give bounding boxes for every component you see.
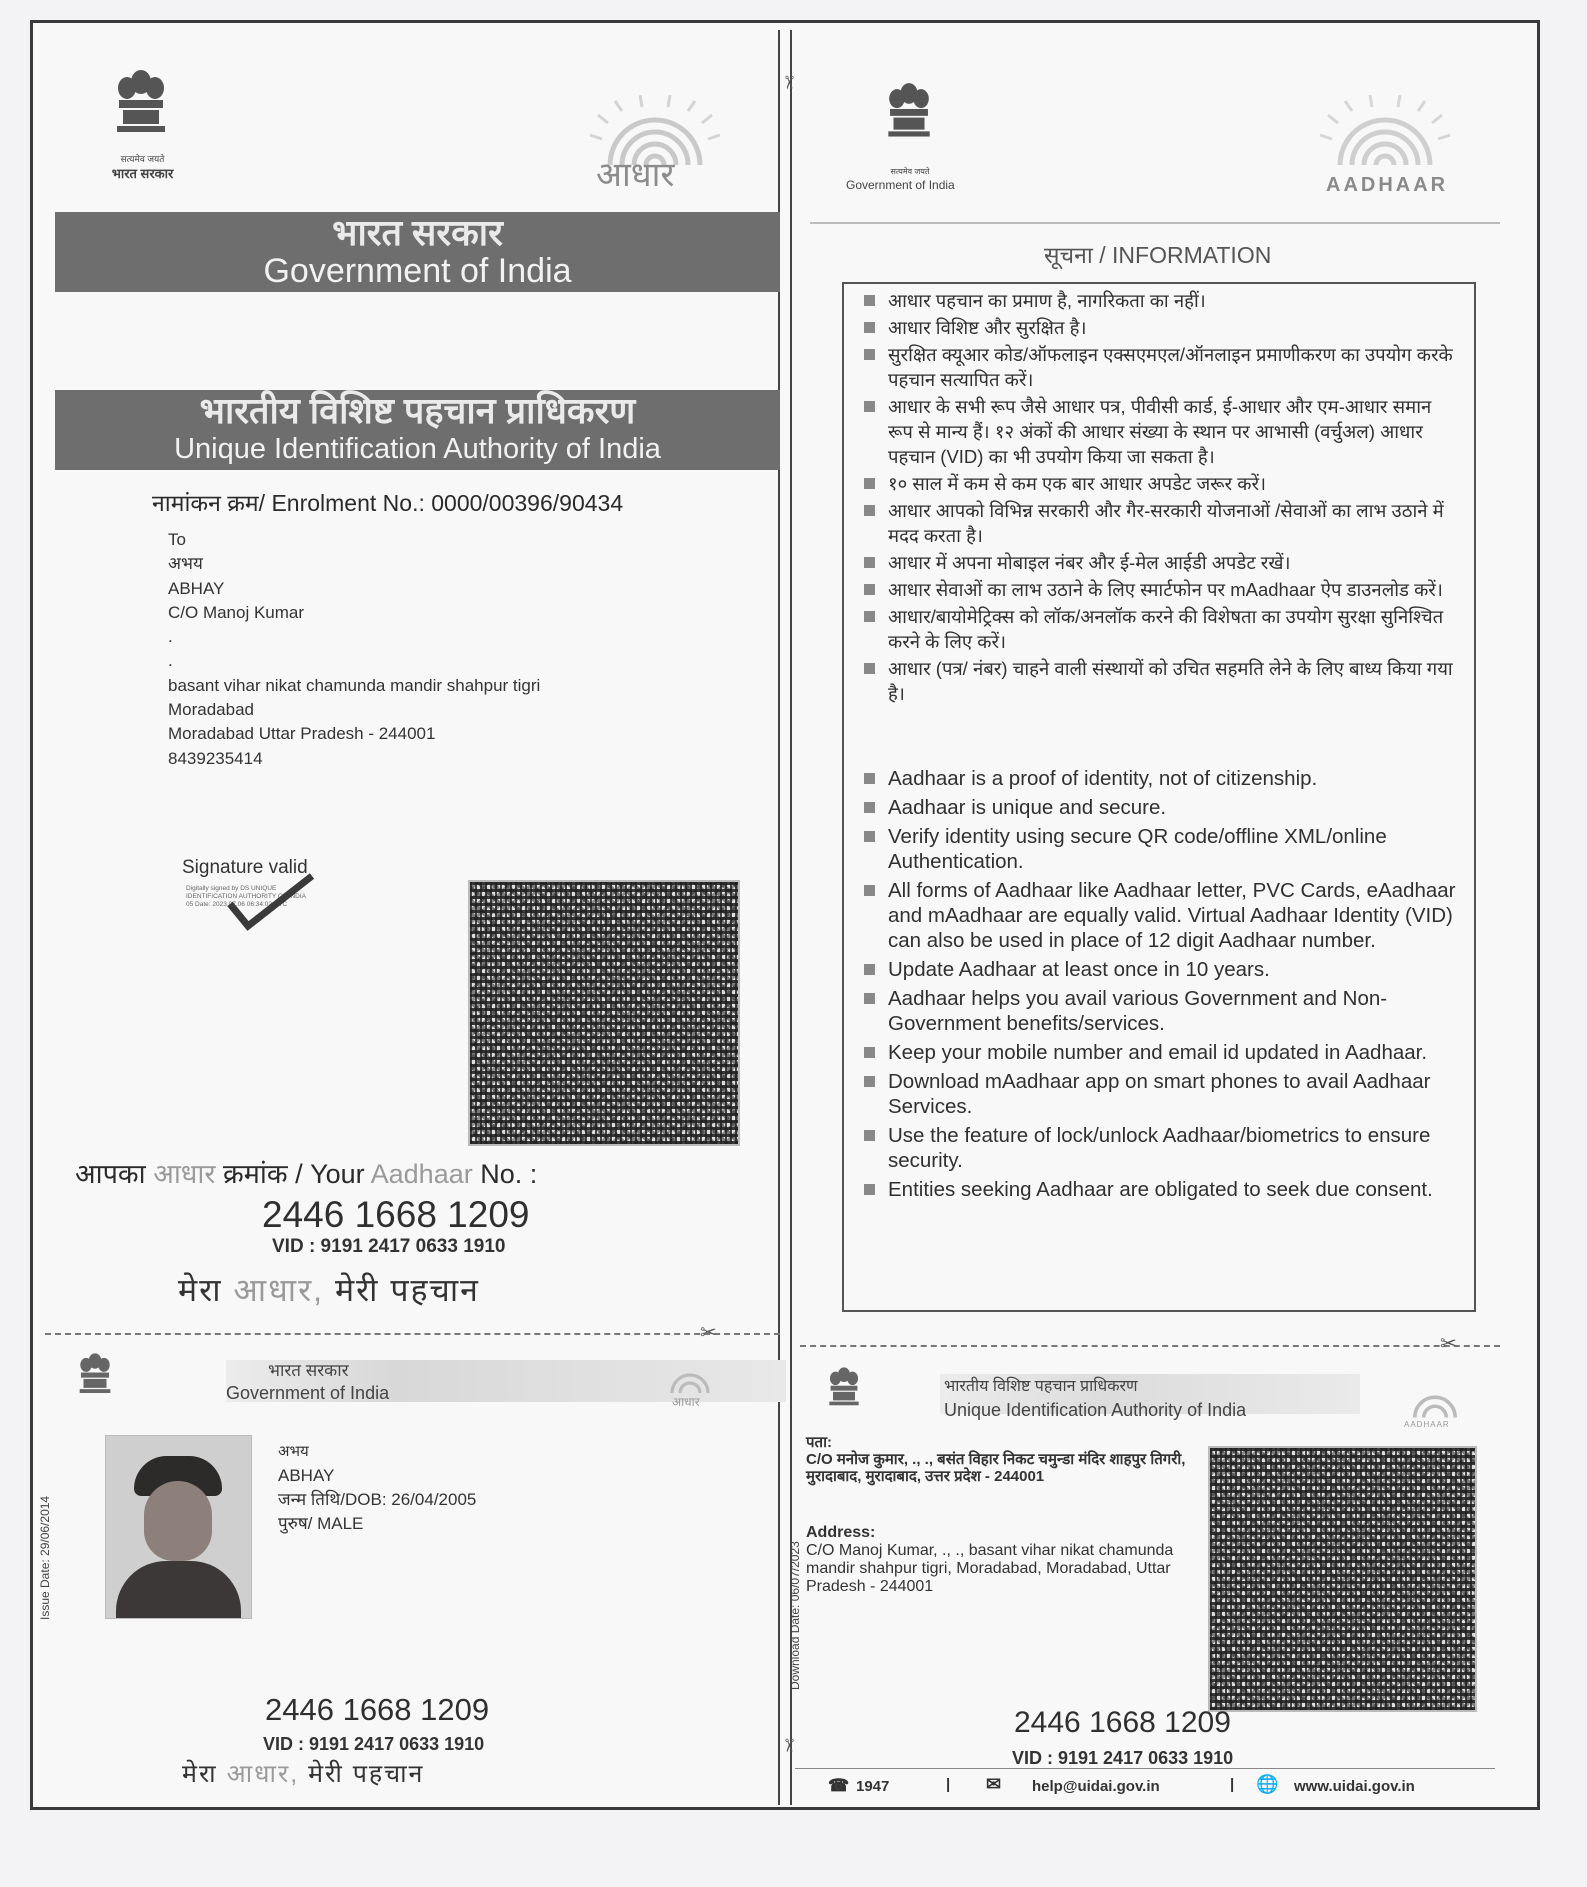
bullet-icon: [864, 505, 875, 516]
bullet-icon: [864, 1130, 875, 1141]
address-english: C/O Manoj Kumar, ., ., basant vihar nikat chamunda mandir shahpur tigri, Moradabad, Moradabad, Uttar Pradesh - 244001: [806, 1542, 1174, 1595]
list-item-text: आधार/बायोमेट्रिक्स को लॉक/अनलॉक करने की विशेषता का उपयोग सुरक्षा सुनिश्चित करने के लिए करें।: [888, 606, 1444, 652]
band-uidai-hindi: भारतीय विशिष्ट पहचान प्राधिकरण: [199, 390, 636, 431]
bullet-icon: [864, 401, 875, 412]
card-vid: VID : 9191 2417 0633 1910: [1012, 1748, 1234, 1768]
list-item: [862, 394, 1460, 469]
footer-website[interactable]: www.uidai.gov.in: [1294, 1778, 1415, 1795]
name-english: ABHAY: [278, 1466, 335, 1485]
hindi-info-list: [862, 288, 1460, 708]
list-item: [862, 315, 1460, 340]
address-line: basant vihar nikat chamunda mandir shahpur tigri: [168, 675, 541, 695]
list-item-text: All forms of Aadhaar like Aadhaar letter, PVC Cards, eAadhaar and mAadhaar are equally valid. Virtual Aadhaar Identity (VID) can also be used in place of 12 digit Aadhaar number.: [888, 879, 1456, 952]
card-aadhaar-number: 2446 1668 1209: [1014, 1706, 1231, 1739]
aadhaar-logo-text: AADHAAR: [1404, 1420, 1450, 1429]
bullet-icon: [864, 831, 875, 842]
card-vid: VID : 9191 2417 0633 1910: [263, 1734, 485, 1754]
emblem-motto: सत्यमेव जयते: [890, 167, 930, 176]
bullet-icon: [864, 1184, 875, 1195]
signature-title: Signature valid: [182, 857, 308, 878]
address-hindi-block: [806, 1434, 1196, 1485]
checkmark-icon: [226, 872, 316, 932]
card-tagline: [182, 1756, 424, 1790]
aadhaar-logo-icon: [1400, 1386, 1470, 1422]
card-header-english: Government of India: [226, 1383, 390, 1403]
bullet-icon: [864, 295, 875, 306]
list-item: [862, 1177, 1460, 1202]
list-item-text: आधार आपको विभिन्न सरकारी और गैर-सरकारी योजनाओं /सेवाओं का लाभ उठाने में मदद करता है।: [888, 500, 1444, 546]
list-item-text: Download mAadhaar app on smart phones to avail Aadhaar Services.: [888, 1070, 1431, 1118]
enrolment-label: नामांकन क्रम/ Enrolment No.:: [152, 490, 425, 516]
photo-body: [116, 1561, 241, 1618]
list-item-text: सुरक्षित क्यूआर कोड/ऑफलाइन एक्सएमएल/ऑनलाइन प्रमाणीकरण का उपयोग करके पहचान सत्यापित करें।: [888, 344, 1453, 390]
emblem-caption: Government of India: [846, 178, 955, 192]
list-item: [862, 1040, 1460, 1065]
bullet-icon: [864, 663, 875, 674]
band-title-hindi: भारत सरकार: [332, 212, 503, 253]
scissors-icon: ✂: [700, 1322, 717, 1344]
card-holder-details: [278, 1440, 476, 1536]
enrolment-number: 0000/00396/90434: [431, 490, 624, 516]
list-item-text: Entities seeking Aadhaar are obligated to seek due consent.: [888, 1178, 1433, 1201]
tagline: [178, 1268, 480, 1311]
list-item-text: Aadhaar helps you avail various Government and Non- Government benefits/services.: [888, 987, 1388, 1035]
label-part: Aadhaar: [370, 1159, 473, 1189]
address-line: Moradabad: [168, 700, 255, 720]
scissors-icon: ✂: [1440, 1333, 1457, 1355]
list-item: [862, 1123, 1460, 1173]
bullet-icon: [864, 964, 875, 975]
card-qr-code: [1208, 1446, 1477, 1712]
bullet-icon: [864, 584, 875, 595]
list-item: [862, 1069, 1460, 1119]
list-item: [862, 471, 1460, 496]
footer-rule: [795, 1768, 1495, 1769]
aadhaar-logo-icon: [1310, 95, 1460, 175]
label-part: आधार: [153, 1159, 216, 1189]
cut-line: [45, 1333, 780, 1335]
tagline-part: मेरी पहचान: [334, 1272, 480, 1308]
list-item: [862, 656, 1460, 706]
header-rule: [810, 222, 1500, 224]
address-hindi: C/O मनोज कुमार, ., ., बसंत विहार निकट चमुन्डा मंदिर शाहपुर तिगरी, मुरादाबाद, मुरादाबाद, उत्तर प्रदेश - 244001: [806, 1451, 1186, 1485]
enrolment-line: [152, 486, 623, 518]
list-item-text: आधार के सभी रूप जैसे आधार पत्र, पीवीसी कार्ड, ई-आधार और एम-आधार समान रूप से मान्य हैं। १२ अंकों की आधार संख्या के स्थान पर आभासी (वर्चुअल) आधार पहचान (VID) का भी उपयोग किया जा सकता है।: [888, 396, 1432, 467]
name-hindi: अभय: [278, 1443, 309, 1460]
english-info-list: [862, 766, 1460, 1206]
your-aadhaar-label: [75, 1154, 537, 1191]
scissors-icon: ✂: [779, 74, 800, 91]
dob: जन्म तिथि/DOB: 26/04/2005: [278, 1490, 477, 1509]
list-item-text: Aadhaar is unique and secure.: [888, 796, 1167, 819]
emblem-caption: भारत सरकार: [111, 166, 174, 181]
download-date-text: Download Date: 06/07/2023: [788, 1541, 802, 1690]
bullet-icon: [864, 349, 875, 360]
bullet-icon: [864, 885, 875, 896]
card-header-hindi: भारतीय विशिष्ट पहचान प्राधिकरण: [944, 1378, 1138, 1395]
address-line: To: [168, 530, 186, 549]
footer-email[interactable]: help@uidai.gov.in: [1032, 1778, 1160, 1795]
tagline-part: मेरा: [178, 1272, 223, 1308]
list-item: [862, 878, 1460, 953]
address-line: C/O Manoj Kumar: [168, 602, 305, 622]
bullet-icon: [864, 802, 875, 813]
list-item-text: Aadhaar is a proof of identity, not of citizenship.: [888, 767, 1318, 790]
photo-face: [144, 1481, 212, 1561]
address-english-block: [806, 1524, 1196, 1596]
address-line: .: [168, 651, 173, 671]
tagline-part: आधार,: [233, 1272, 325, 1308]
list-item-text: आधार में अपना मोबाइल नंबर और ई-मेल आईडी अपडेट रखें।: [888, 552, 1291, 573]
list-item-text: Verify identity using secure QR code/offline XML/online Authentication.: [888, 825, 1387, 873]
band-title-english: Government of India: [263, 252, 572, 290]
label-part: आपका: [75, 1159, 146, 1189]
list-item-text: आधार सेवाओं का लाभ उठाने के लिए स्मार्टफोन पर mAadhaar ऐप डाउनलोड करें।: [888, 579, 1443, 600]
bullet-icon: [864, 993, 875, 1004]
address-line: Moradabad Uttar Pradesh - 244001: [168, 724, 436, 744]
list-item-text: आधार पहचान का प्रमाण है, नागरिकता का नहीं।: [888, 290, 1206, 311]
emblem-icon: [822, 1362, 866, 1418]
list-item-text: Keep your mobile number and email id updated in Aadhaar.: [888, 1041, 1428, 1064]
address-line: .: [168, 627, 173, 647]
list-item: [862, 498, 1460, 548]
emblem-icon: [105, 62, 177, 152]
list-item-text: १० साल में कम से कम एक बार आधार अपडेट जरूर करें।: [888, 473, 1267, 494]
list-item: [862, 766, 1460, 791]
bullet-icon: [864, 478, 875, 489]
bullet-icon: [864, 1076, 875, 1087]
list-item: [862, 957, 1460, 982]
list-item-text: Use the feature of lock/unlock Aadhaar/biometrics to ensure security.: [888, 1124, 1431, 1172]
list-item: [862, 986, 1460, 1036]
label-part: No. :: [480, 1159, 538, 1189]
list-item: [862, 824, 1460, 874]
mail-icon: ✉: [986, 1774, 1002, 1794]
list-item: [862, 288, 1460, 313]
bullet-icon: [864, 611, 875, 622]
globe-icon: 🌐: [1256, 1774, 1279, 1794]
bullet-icon: [864, 322, 875, 333]
govt-band: [55, 212, 780, 292]
list-item: [862, 604, 1460, 654]
aadhaar-logo-text: AADHAAR: [1326, 174, 1449, 196]
scissors-icon: ✂: [779, 1737, 800, 1754]
vid-number: VID : 9191 2417 0633 1910: [272, 1236, 506, 1257]
issue-date-text: Issue Date: 29/06/2014: [38, 1495, 52, 1620]
list-item: [862, 550, 1460, 575]
emblem-icon: [72, 1348, 118, 1406]
emblem-icon: [878, 70, 940, 160]
list-item: [862, 577, 1460, 602]
emblem-motto: सत्यमेव जयते: [120, 154, 165, 164]
tagline-part: मेरी पहचान: [308, 1760, 425, 1788]
list-item-text: Update Aadhaar at least once in 10 years.: [888, 958, 1270, 981]
cut-line: [800, 1345, 1500, 1347]
bullet-icon: [864, 557, 875, 568]
bullet-icon: [864, 773, 875, 784]
bullet-icon: [864, 1047, 875, 1058]
footer-phone: 1947: [856, 1778, 890, 1795]
aadhaar-number: 2446 1668 1209: [262, 1194, 530, 1235]
address-line: अभय: [168, 554, 203, 574]
list-item: [862, 342, 1460, 392]
aadhaar-logo-text: आधार: [672, 1395, 700, 1409]
qr-code: [468, 880, 740, 1146]
tagline-part: आधार,: [226, 1760, 300, 1788]
list-item-text: आधार (पत्र/ नंबर) चाहने वाली संस्थायों को उचित सहमति लेने के लिए बाध्य किया गया है।: [888, 658, 1453, 704]
holder-photo: [105, 1435, 252, 1619]
info-title: सूचना / INFORMATION: [1044, 242, 1272, 268]
uidai-band: [55, 390, 780, 470]
footer-separator: |: [946, 1776, 951, 1793]
band-uidai-english: Unique Identification Authority of India: [174, 433, 661, 465]
footer-separator: |: [1230, 1776, 1235, 1793]
aadhaar-logo-text: आधार: [596, 156, 675, 194]
card-header-hindi: भारत सरकार: [268, 1361, 349, 1380]
card-aadhaar-number: 2446 1668 1209: [265, 1692, 490, 1727]
recipient-address: [168, 528, 540, 771]
signature-detail: Digitally signed by DS UNIQUE IDENTIFICATION AUTHORITY OF INDIA 05 Date: 2023.07.06 06:34:02 UTC: [186, 885, 306, 908]
tagline-part: मेरा: [182, 1760, 218, 1788]
address-line: 8439235414: [168, 748, 263, 768]
phone-icon: ☎: [828, 1776, 850, 1795]
label-part: क्रमांक / Your: [222, 1159, 365, 1189]
address-english-label: Address:: [806, 1524, 876, 1541]
address-line: ABHAY: [168, 578, 225, 598]
fold-divider: [778, 30, 792, 1805]
card-header-english: Unique Identification Authority of India: [944, 1400, 1247, 1420]
list-item: [862, 795, 1460, 820]
list-item-text: आधार विशिष्ट और सुरक्षित है।: [888, 317, 1087, 338]
gender: पुरुष/ MALE: [278, 1514, 364, 1533]
address-hindi-label: पता:: [806, 1434, 832, 1451]
